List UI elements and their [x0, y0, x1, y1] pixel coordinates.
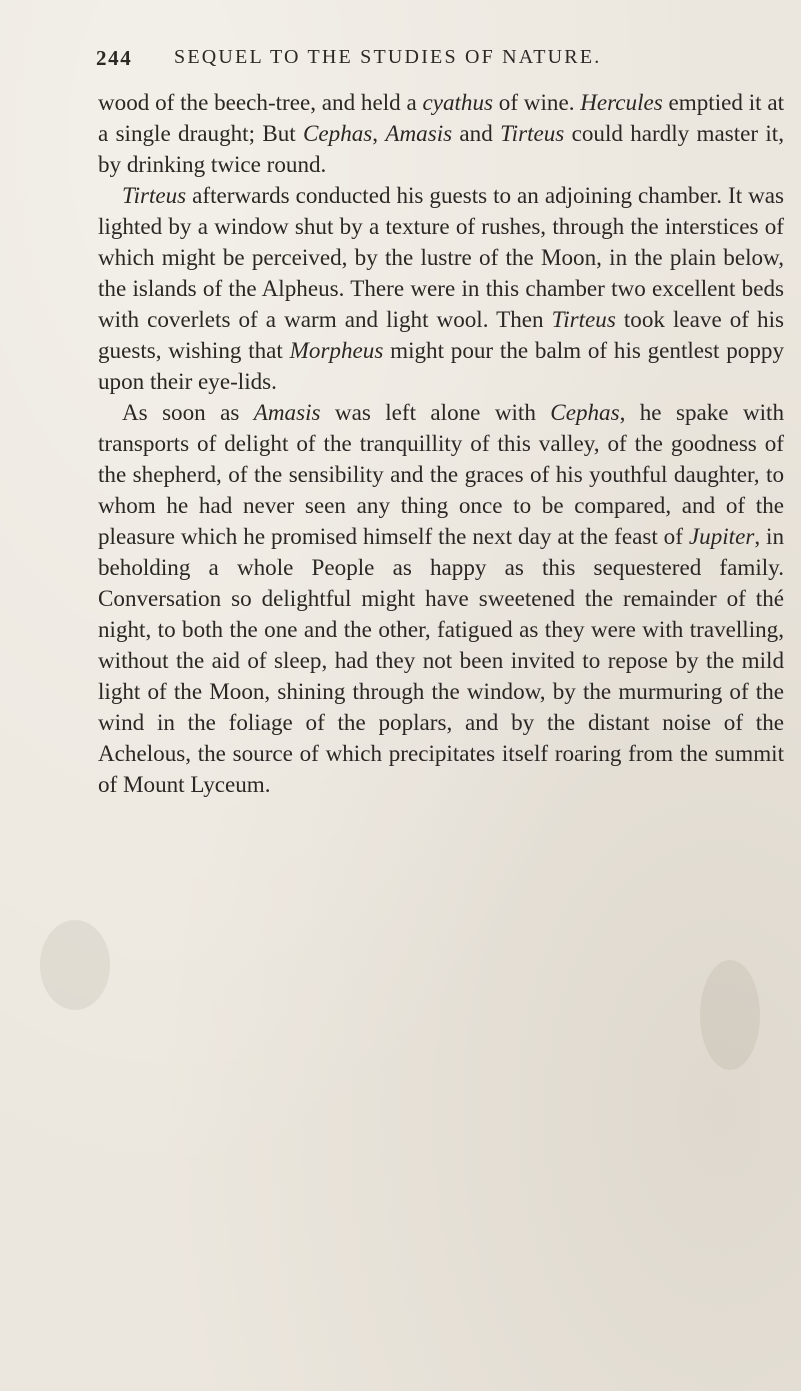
text-span: As soon as: [122, 399, 254, 425]
text-span: , in beholding a whole People as happy as this sequestered family. Conversation so delightful might have sweetened the remainder of thé night, to both the one and the other, fatigued as they were with travelling, without the aid of sleep, had they not been invited to repose by the mild light of the Moon, shining through the window, by the murmuring of the wind in the foliage of the poplars, and by the distant noise of the Achelous, the source of which precipitates itself roaring from the summit of Mount Lyceum.: [98, 523, 785, 797]
italic-name: Cephas: [303, 120, 373, 146]
italic-name: Tirteus: [551, 306, 616, 332]
paragraph: [98, 180, 784, 397]
italic-name: Amasis: [385, 120, 453, 146]
text-span: emptied it at a single draught; But: [98, 89, 784, 146]
italic-term: cyathus: [422, 89, 494, 115]
italic-name: Hercules: [580, 89, 663, 115]
text-span: was left alone with: [320, 399, 551, 425]
paragraph: [98, 397, 784, 800]
text-span: might pour the balm of his gentlest poppy upon their eye-lids.: [98, 337, 784, 394]
text-span: wood of the beech-tree, and held a: [98, 89, 423, 115]
italic-name: Morpheus: [289, 337, 384, 363]
italic-name: Tirteus: [500, 120, 565, 146]
page-stain: [40, 920, 110, 1010]
text-span: ,: [372, 120, 386, 146]
italic-name: Cephas: [550, 399, 620, 425]
text-span: , he spake with transports of delight of the tranquillity of this valley, of the goodness of the shepherd, of the sensibility and the graces of his youthful daughter, to whom he had never seen any thing once to be compared, and of the pleasure which he promised himself the next day at the feast of: [98, 399, 785, 549]
page-number: 244: [96, 46, 133, 70]
running-head: SEQUEL TO THE STUDIES OF NATURE.: [174, 46, 602, 68]
text-span: afterwards conducted his guests to an adjoining chamber. It was lighted by a window shut by a texture of rushes, through the interstices of which might be perceived, by the lustre of the Moon, in the plain below, the islands of the Alpheus. There were in this chamber two excellent beds with coverlets of a warm and light wool. Then: [98, 182, 784, 332]
italic-name: Amasis: [253, 399, 321, 425]
text-span: of wine.: [493, 89, 581, 115]
page-stain: [700, 960, 760, 1070]
page-header: [0, 46, 801, 76]
body-text: [98, 87, 784, 800]
paragraph: [98, 87, 784, 180]
text-span: took leave of his guests, wishing that: [98, 306, 784, 363]
text-span: and: [452, 120, 501, 146]
text-span: could hardly master it, by drinking twice round.: [98, 120, 785, 177]
italic-name: Tirteus: [122, 182, 187, 208]
italic-name: Jupiter: [688, 523, 755, 549]
